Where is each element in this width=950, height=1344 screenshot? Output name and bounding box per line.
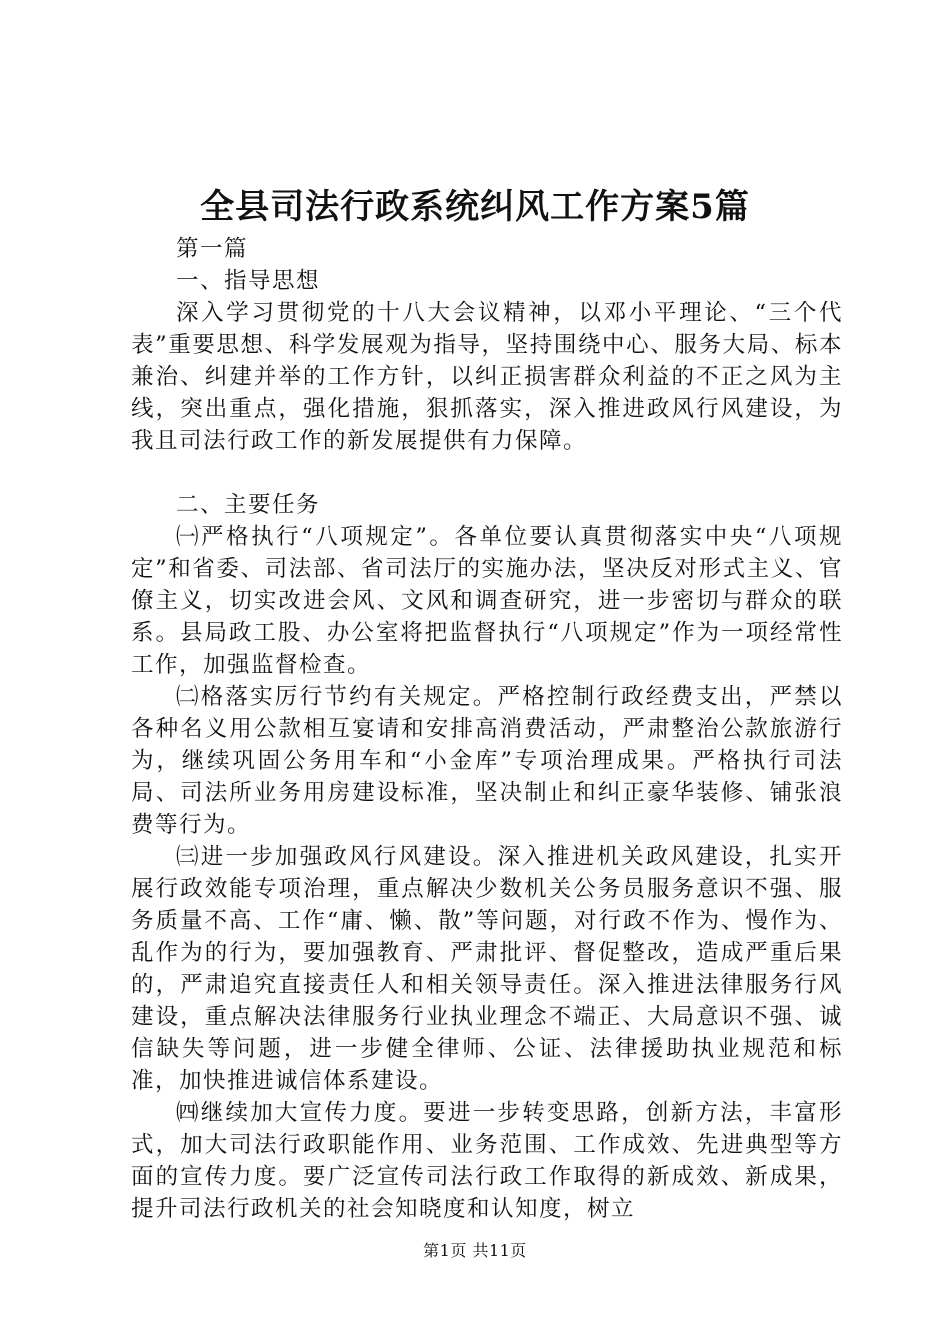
body-paragraph: ㈠严格执行“八项规定”。各单位要认真贯彻落实中央“八项规定”和省委、司法部、省司法厅的实施办法，坚决反对形式主义、官僚主义，切实改进会风、文风和调查研究，进一步密切与群众的联系。县局政工股、办公室将把监督执行“八项规定”作为一项经常性工作，加强监督检查。 xyxy=(131,524,843,678)
body-paragraph: 深入学习贯彻党的十八大会议精神，以邓小平理论、“三个代表”重要思想、科学发展观为指导，坚持围绕中心、服务大局、标本兼治、纠建并举的工作方针，以纠正损害群众利益的不正之风为主线，突出重点，强化措施，狠抓落实，深入推进政风行风建设，为我且司法行政工作的新发展提供有力保障。 xyxy=(131,300,843,454)
section-label: 第一篇 xyxy=(176,236,249,262)
document-title: 全县司法行政系统纠风工作方案5篇 xyxy=(200,187,750,227)
body-paragraph: ㈣继续加大宣传力度。要进一步转变思路，创新方法，丰富形式，加大司法行政职能作用、业务范围、工作成效、先进典型等方面的宣传力度。要广泛宣传司法行政工作取得的新成效、新成果，提升司法行政机关的社会知晓度和认知度，树立 xyxy=(131,1100,843,1222)
body-paragraph: ㈡格落实厉行节约有关规定。严格控制行政经费支出，严禁以各种名义用公款相互宴请和安排高消费活动，严肃整治公款旅游行为，继续巩固公务用车和“小金库”专项治理成果。严格执行司法局、司法所业务用房建设标准，坚决制止和纠正豪华装修、铺张浪费等行为。 xyxy=(131,684,843,838)
body-paragraph: ㈢进一步加强政风行风建设。深入推进机关政风建设，扎实开展行政效能专项治理，重点解决少数机关公务员服务意识不强、服务质量不高、工作“庸、懒、散”等问题，对行政不作为、慢作为、乱作为的行为，要加强教育、严肃批评、督促整改，造成严重后果的，严肃追究直接责任人和相关领导责任。深入推进法律服务行风建设，重点解决法律服务行业执业理念不端正、大局意识不强、诚信缺失等问题，进一步健全律师、公证、法律援助执业规范和标准，加快推进诚信体系建设。 xyxy=(131,844,843,1094)
document-body xyxy=(131,233,843,1225)
section-heading: 二、主要任务 xyxy=(176,492,321,518)
section-heading: 一、指导思想 xyxy=(176,268,321,294)
page-number-footer: 第1页 共11页 xyxy=(423,1241,527,1260)
